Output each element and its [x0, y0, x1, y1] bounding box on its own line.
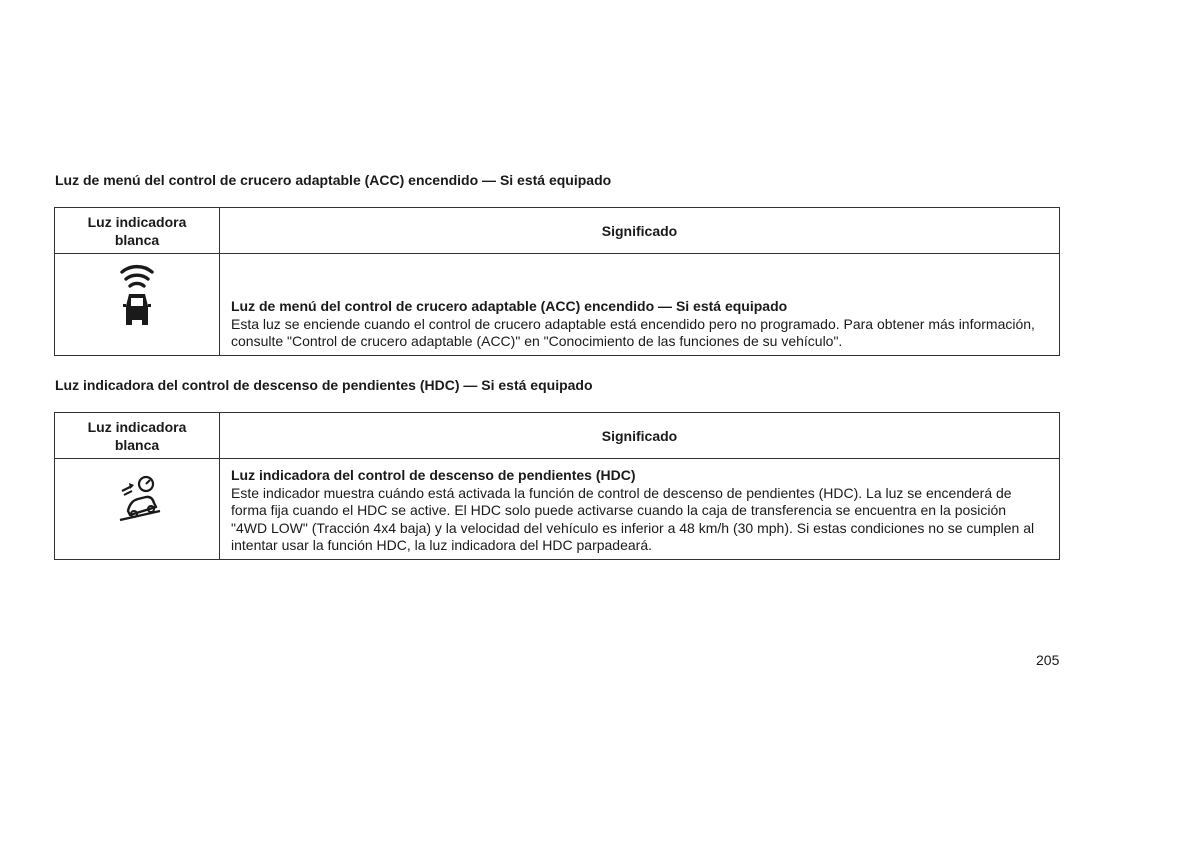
section-heading-acc: Luz de menú del control de crucero adaptable (ACC) encendido — Si está equipado [55, 172, 612, 188]
table-header-row [55, 208, 1060, 254]
indicator-icon-cell [55, 254, 220, 356]
hill-descent-control-icon [112, 473, 162, 523]
indicator-description-body: Este indicador muestra cuándo está activada la función de control de descenso de pendientes (HDC). La luz se encenderá de forma fija cuando el HDC se active. El HDC solo puede activarse cuando la caja de transferencia se encuentra en la posición "4WD LOW" (Tracción 4x4 baja) y la velocidad del vehículo es inferior a 48 km/h (30 mph). Si estas condiciones no se cumplen al intentar usar la función HDC, la luz indicadora del HDC parpadeará. [231, 484, 1035, 553]
indicator-description-cell [220, 459, 1060, 560]
indicator-table-hdc [54, 412, 1060, 560]
indicator-description-title: Luz de menú del control de crucero adaptable (ACC) encendido — Si está equipado [231, 298, 788, 314]
table-row [55, 254, 1060, 356]
indicator-description-cell [220, 254, 1060, 356]
indicator-icon-cell [55, 459, 220, 560]
header-indicator-light: Luz indicadora blanca [55, 208, 220, 254]
indicator-table-acc [54, 207, 1060, 356]
page-number: 205 [1036, 652, 1060, 668]
indicator-description-title: Luz indicadora del control de descenso de pendientes (HDC) [231, 467, 636, 483]
section-heading-hdc: Luz indicadora del control de descenso de pendientes (HDC) — Si está equipado [55, 377, 593, 393]
table-row [55, 459, 1060, 560]
indicator-description-body: Esta luz se enciende cuando el control de crucero adaptable está encendido pero no programado. Para obtener más información, consulte "Control de crucero adaptable (ACC)" en "Conocimiento de las funciones de su vehículo". [231, 315, 1035, 349]
header-indicator-light: Luz indicadora blanca [55, 413, 220, 459]
acc-cruise-icon [117, 258, 157, 330]
header-meaning: Significado [220, 413, 1060, 459]
header-meaning: Significado [220, 208, 1060, 254]
table-header-row [55, 413, 1060, 459]
